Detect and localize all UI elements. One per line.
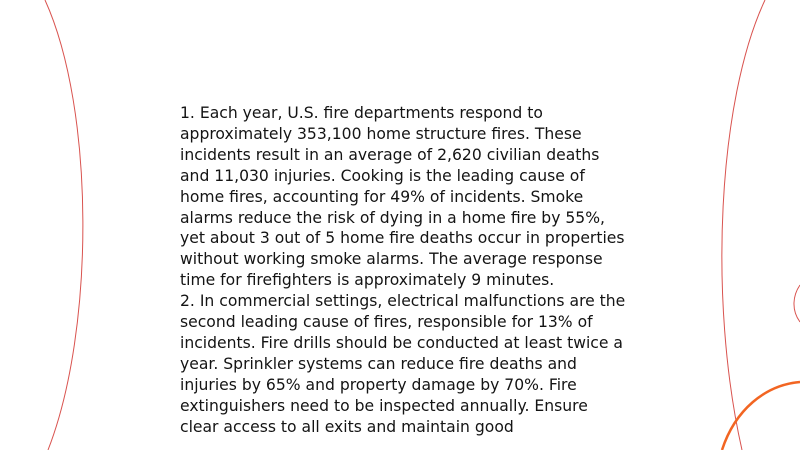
paragraph-2: 2. In commercial settings, electrical malfunctions are the second leading cause of fires, responsible for 13% of incidents. Fire drills should be conducted at least twice a year. Sprinkler systems can reduce fire deaths and injuries by 65% and property damage by 70%. Fire extinguishers need to be inspected annually. Ensure clear access to all exits and maintain good <box>180 292 626 436</box>
right-arc <box>722 0 765 450</box>
orange-arc <box>722 382 800 450</box>
paragraph-1: 1. Each year, U.S. fire departments respond to approximately 353,100 home structure fires. These incidents result in an average of 2,620 civilian deaths and 11,030 injuries. Cooking is the leading cause of home fires, accounting for 49% of incidents. Smoke alarms reduce the risk of dying in a home fire by 55%, yet about 3 out of 5 home fire deaths occur in properties without working smoke alarms. The average response time for firefighters is approximately 9 minutes. <box>180 104 625 290</box>
slide-text <box>180 103 630 438</box>
left-arc <box>45 0 83 450</box>
right-edge-arc <box>794 285 800 322</box>
